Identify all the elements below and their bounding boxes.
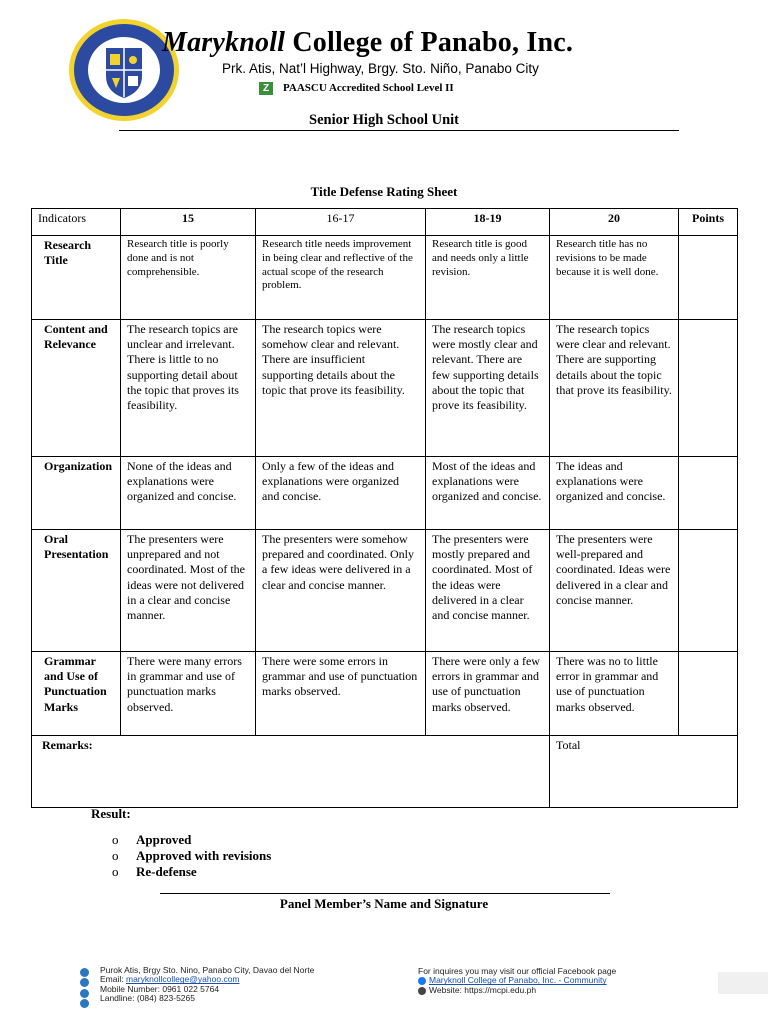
unit-title: Senior High School Unit <box>309 112 459 128</box>
table-row <box>32 236 738 320</box>
points-cell[interactable] <box>679 236 738 320</box>
total-cell[interactable]: Total <box>550 736 738 808</box>
indicator-cell: Oral Presentation <box>32 530 121 652</box>
criteria-cell: There was no to little error in grammar and use of punctuation marks observed. <box>550 652 679 736</box>
website-link[interactable]: Website: https://mcpi.edu.ph <box>429 984 537 995</box>
column-header: 15 <box>121 209 256 236</box>
footer-mobile: Mobile Number: 0961 022 5764 <box>100 983 220 994</box>
criteria-cell: Research title is poorly done and is not comprehensible. <box>121 236 256 320</box>
globe-icon <box>418 987 426 995</box>
facebook-note: For inquires you may visit our official Facebook page <box>418 966 617 976</box>
criteria-cell: The presenters were unprepared and not coordinated. Most of the ideas were not delivered in a clear and concise manner. <box>121 530 256 652</box>
landline-icon <box>80 999 89 1008</box>
criteria-cell: Most of the ideas and explanations were organized and concise. <box>426 457 550 530</box>
header-divider <box>119 130 679 131</box>
points-cell[interactable] <box>679 457 738 530</box>
table-row <box>32 457 738 530</box>
points-cell[interactable] <box>679 652 738 736</box>
criteria-cell: Research title is good and needs only a little revision. <box>426 236 550 320</box>
criteria-cell: None of the ideas and explanations were organized and concise. <box>121 457 256 530</box>
paascu-logo-icon: Z <box>259 82 273 95</box>
criteria-cell: Research title needs improvement in being clear and reflective of the actual scope of the research problem. <box>256 236 426 320</box>
criteria-cell: Research title has no revisions to be made because it is well done. <box>550 236 679 320</box>
signature-label: Panel Member’s Name and Signature <box>279 896 489 911</box>
footer-contact <box>100 966 314 1004</box>
footer-social <box>418 967 616 995</box>
column-header: 18-19 <box>426 209 550 236</box>
criteria-cell: The presenters were mostly prepared and coordinated. Most of the ideas were delivered in a clear and concise manner. <box>426 530 550 652</box>
location-icon <box>80 968 89 977</box>
table-row <box>32 652 738 736</box>
sheet-title: Title Defense Rating Sheet <box>310 184 458 199</box>
criteria-cell: The presenters were well-prepared and coordinated. Ideas were delivered in a clear and concise manner. <box>550 530 679 652</box>
table-row <box>32 320 738 457</box>
criteria-cell: There were many errors in grammar and use of punctuation marks observed. <box>121 652 256 736</box>
indicator-cell: Grammar and Use of Punctuation Marks <box>32 652 121 736</box>
result-label: Result: <box>91 806 131 821</box>
criteria-cell: The research topics were somehow clear and relevant. There are insufficient supporting details about the topic that prove its feasibility. <box>256 320 426 457</box>
criteria-cell: Only a few of the ideas and explanations were organized and concise. <box>256 457 426 530</box>
checkbox-bullet-icon: o <box>112 864 119 879</box>
points-cell[interactable] <box>679 530 738 652</box>
indicator-cell: Research Title <box>32 236 121 320</box>
criteria-cell: The presenters were somehow prepared and coordinated. Only a few ideas were delivered in a clear and concise manner. <box>256 530 426 652</box>
rating-table <box>31 208 738 808</box>
phone-icon <box>80 989 89 998</box>
accreditation-text: PAASCU Accredited School Level II <box>283 82 454 94</box>
column-header: Points <box>679 209 738 236</box>
website-row <box>418 986 616 995</box>
remarks-cell[interactable]: Remarks: <box>32 736 550 808</box>
option-label: Approved with revisions <box>136 848 272 863</box>
checkbox-bullet-icon: o <box>112 848 119 863</box>
remarks-row <box>32 736 738 808</box>
email-label: Email: <box>100 974 126 985</box>
option-label: Approved <box>136 832 192 847</box>
table-header-row <box>32 209 738 236</box>
criteria-cell: There were some errors in grammar and use of punctuation marks observed. <box>256 652 426 736</box>
signature-line[interactable] <box>160 893 610 894</box>
column-header: 16-17 <box>256 209 426 236</box>
column-header: 20 <box>550 209 679 236</box>
facebook-page-link[interactable]: Maryknoll College of Panabo, Inc. - Community <box>429 975 607 986</box>
criteria-cell: The ideas and explanations were organized and concise. <box>550 457 679 530</box>
facebook-icon <box>418 977 426 985</box>
email-icon <box>80 978 89 987</box>
college-name-rest: College of Panabo, Inc. <box>285 27 574 58</box>
page-corner-marker <box>718 972 768 994</box>
criteria-cell: The research topics were clear and relevant. There are supporting details about the topic that prove its feasibility. <box>550 320 679 457</box>
criteria-cell: The research topics are unclear and irrelevant. There is little to no supporting detail about the topic that proves its feasibility. <box>121 320 256 457</box>
result-option-re-defense[interactable] <box>112 864 271 880</box>
column-header: Indicators <box>32 209 121 236</box>
table-row <box>32 530 738 652</box>
criteria-cell: There were only a few errors in grammar and use of punctuation marks observed. <box>426 652 550 736</box>
college-address: Prk. Atis, Nat’l Highway, Brgy. Sto. Niño, Panabo City <box>222 61 539 76</box>
indicator-cell: Organization <box>32 457 121 530</box>
footer-address: Purok Atis, Brgy Sto. Nino, Panabo City, Davao del Norte <box>100 965 315 975</box>
college-name <box>162 27 573 59</box>
result-option-approved[interactable] <box>112 832 271 848</box>
indicator-cell: Content and Relevance <box>32 320 121 457</box>
college-name-italic: Maryknoll <box>162 27 286 58</box>
result-option-approved-with-revisions[interactable] <box>112 848 271 864</box>
footer-contact-icons <box>80 968 92 1010</box>
points-cell[interactable] <box>679 320 738 457</box>
option-label: Re-defense <box>136 864 197 879</box>
email-link[interactable]: maryknollcollege@yahoo.com <box>125 974 240 985</box>
footer-landline: Landline: (084) 823-5265 <box>100 993 195 1004</box>
criteria-cell: The research topics were mostly clear and relevant. There are few supporting details about the topic that prove its feasibility. <box>426 320 550 457</box>
result-options <box>112 832 271 880</box>
checkbox-bullet-icon: o <box>112 832 119 847</box>
